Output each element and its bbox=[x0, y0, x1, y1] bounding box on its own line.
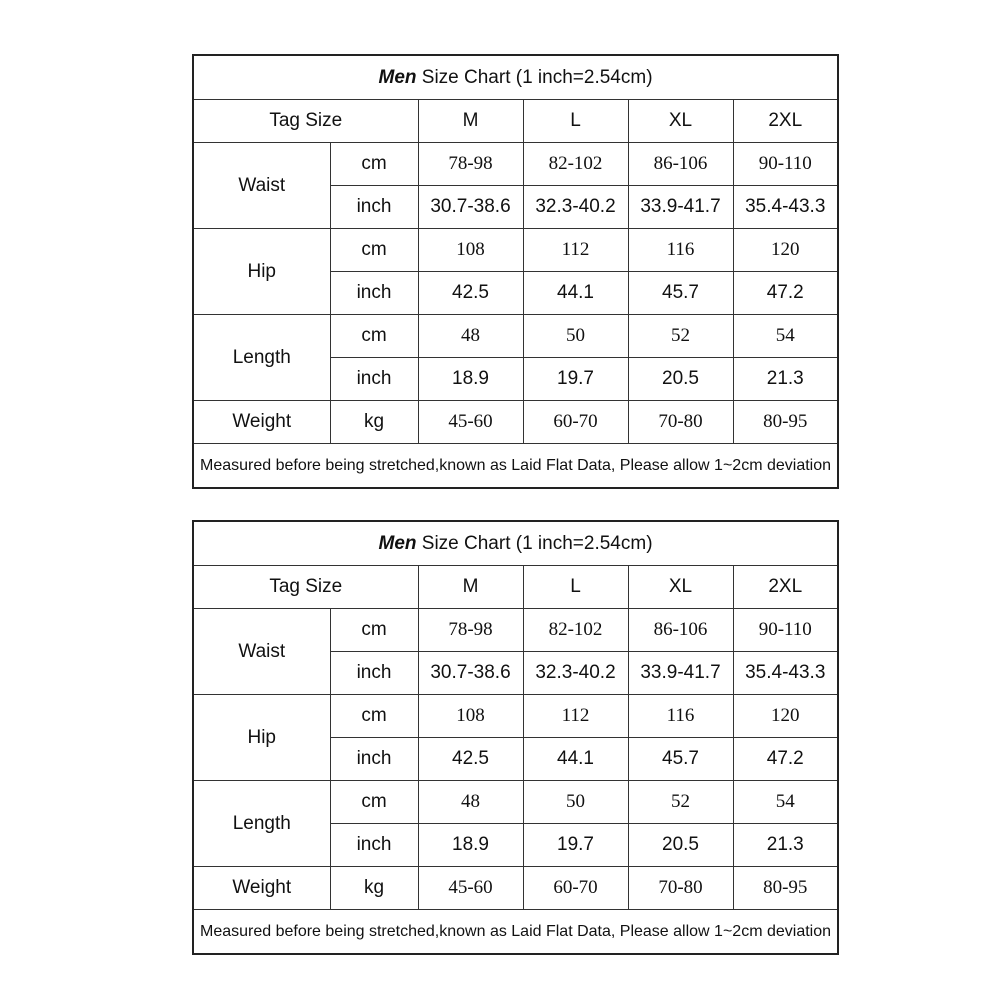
note-row bbox=[193, 444, 838, 489]
table-cell: 21.3 bbox=[733, 358, 838, 401]
measurement-note: Measured before being stretched,known as Laid Flat Data, Please allow 1~2cm deviation bbox=[193, 910, 838, 955]
table-cell: 48 bbox=[418, 315, 523, 358]
measurement-note: Measured before being stretched,known as Laid Flat Data, Please allow 1~2cm deviation bbox=[193, 444, 838, 489]
length-label: Length bbox=[193, 315, 330, 401]
table-cell: 45.7 bbox=[628, 272, 733, 315]
table-cell: 44.1 bbox=[523, 738, 628, 781]
table-cell: 78-98 bbox=[418, 143, 523, 186]
table-cell: 80-95 bbox=[733, 867, 838, 910]
table-cell: 45.7 bbox=[628, 738, 733, 781]
hip-label: Hip bbox=[193, 229, 330, 315]
table-cell: 19.7 bbox=[523, 824, 628, 867]
unit-label: inch bbox=[330, 186, 418, 229]
table-cell: 35.4-43.3 bbox=[733, 186, 838, 229]
unit-label: cm bbox=[330, 609, 418, 652]
table-cell: 112 bbox=[523, 229, 628, 272]
table-cell: 82-102 bbox=[523, 609, 628, 652]
table-cell: 108 bbox=[418, 695, 523, 738]
size-header-row bbox=[193, 100, 838, 143]
table-cell: 30.7-38.6 bbox=[418, 186, 523, 229]
table-cell: 44.1 bbox=[523, 272, 628, 315]
table-cell: 42.5 bbox=[418, 272, 523, 315]
table-cell: 47.2 bbox=[733, 272, 838, 315]
table-cell: 33.9-41.7 bbox=[628, 186, 733, 229]
hip-cm-row bbox=[193, 229, 838, 272]
title-row bbox=[193, 521, 838, 566]
size-chart-table bbox=[192, 520, 839, 955]
table-cell: 90-110 bbox=[733, 143, 838, 186]
waist-cm-row bbox=[193, 143, 838, 186]
table-cell: 45-60 bbox=[418, 867, 523, 910]
unit-label: cm bbox=[330, 229, 418, 272]
table-cell: 50 bbox=[523, 781, 628, 824]
size-header: 2XL bbox=[733, 566, 838, 609]
table-cell: 20.5 bbox=[628, 824, 733, 867]
hip-cm-row bbox=[193, 695, 838, 738]
table-cell: 112 bbox=[523, 695, 628, 738]
title-emphasis: Men bbox=[378, 532, 417, 554]
table-cell: 70-80 bbox=[628, 867, 733, 910]
table-cell: 86-106 bbox=[628, 143, 733, 186]
table-cell: 82-102 bbox=[523, 143, 628, 186]
table-cell: 19.7 bbox=[523, 358, 628, 401]
table-cell: 60-70 bbox=[523, 867, 628, 910]
unit-label: inch bbox=[330, 272, 418, 315]
unit-label: inch bbox=[330, 738, 418, 781]
waist-cm-row bbox=[193, 609, 838, 652]
hip-label: Hip bbox=[193, 695, 330, 781]
table-cell: 45-60 bbox=[418, 401, 523, 444]
length-label: Length bbox=[193, 781, 330, 867]
table-cell: 60-70 bbox=[523, 401, 628, 444]
table-title bbox=[193, 521, 838, 566]
table-cell: 33.9-41.7 bbox=[628, 652, 733, 695]
size-header: L bbox=[523, 100, 628, 143]
size-header: M bbox=[418, 566, 523, 609]
size-header: XL bbox=[628, 100, 733, 143]
table-cell: 52 bbox=[628, 781, 733, 824]
unit-label: cm bbox=[330, 143, 418, 186]
table-cell: 116 bbox=[628, 695, 733, 738]
table-cell: 86-106 bbox=[628, 609, 733, 652]
table-cell: 47.2 bbox=[733, 738, 838, 781]
table-cell: 32.3-40.2 bbox=[523, 186, 628, 229]
unit-label: kg bbox=[330, 867, 418, 910]
weight-label: Weight bbox=[193, 401, 330, 444]
title-emphasis: Men bbox=[378, 66, 417, 88]
size-chart-table bbox=[192, 54, 839, 489]
table-cell: 50 bbox=[523, 315, 628, 358]
table-cell: 116 bbox=[628, 229, 733, 272]
table-cell: 32.3-40.2 bbox=[523, 652, 628, 695]
weight-label: Weight bbox=[193, 867, 330, 910]
waist-label: Waist bbox=[193, 143, 330, 229]
table-title bbox=[193, 55, 838, 100]
table-cell: 52 bbox=[628, 315, 733, 358]
waist-label: Waist bbox=[193, 609, 330, 695]
table-cell: 70-80 bbox=[628, 401, 733, 444]
table-cell: 90-110 bbox=[733, 609, 838, 652]
weight-row bbox=[193, 401, 838, 444]
unit-label: inch bbox=[330, 824, 418, 867]
table-cell: 54 bbox=[733, 315, 838, 358]
size-header: 2XL bbox=[733, 100, 838, 143]
table-cell: 54 bbox=[733, 781, 838, 824]
unit-label: inch bbox=[330, 652, 418, 695]
tag-size-label: Tag Size bbox=[193, 566, 418, 609]
title-text: Size Chart (1 inch=2.54cm) bbox=[416, 532, 653, 554]
table-cell: 18.9 bbox=[418, 358, 523, 401]
size-header: XL bbox=[628, 566, 733, 609]
size-header: M bbox=[418, 100, 523, 143]
unit-label: cm bbox=[330, 781, 418, 824]
table-cell: 18.9 bbox=[418, 824, 523, 867]
table-cell: 108 bbox=[418, 229, 523, 272]
weight-row bbox=[193, 867, 838, 910]
table-cell: 120 bbox=[733, 229, 838, 272]
unit-label: cm bbox=[330, 695, 418, 738]
unit-label: inch bbox=[330, 358, 418, 401]
table-cell: 30.7-38.6 bbox=[418, 652, 523, 695]
table-cell: 20.5 bbox=[628, 358, 733, 401]
tag-size-label: Tag Size bbox=[193, 100, 418, 143]
title-text: Size Chart (1 inch=2.54cm) bbox=[416, 66, 653, 88]
table-cell: 21.3 bbox=[733, 824, 838, 867]
unit-label: cm bbox=[330, 315, 418, 358]
unit-label: kg bbox=[330, 401, 418, 444]
size-header-row bbox=[193, 566, 838, 609]
table-cell: 48 bbox=[418, 781, 523, 824]
table-cell: 78-98 bbox=[418, 609, 523, 652]
table-cell: 35.4-43.3 bbox=[733, 652, 838, 695]
table-cell: 42.5 bbox=[418, 738, 523, 781]
note-row bbox=[193, 910, 838, 955]
size-header: L bbox=[523, 566, 628, 609]
length-cm-row bbox=[193, 315, 838, 358]
table-cell: 80-95 bbox=[733, 401, 838, 444]
title-row bbox=[193, 55, 838, 100]
length-cm-row bbox=[193, 781, 838, 824]
table-cell: 120 bbox=[733, 695, 838, 738]
